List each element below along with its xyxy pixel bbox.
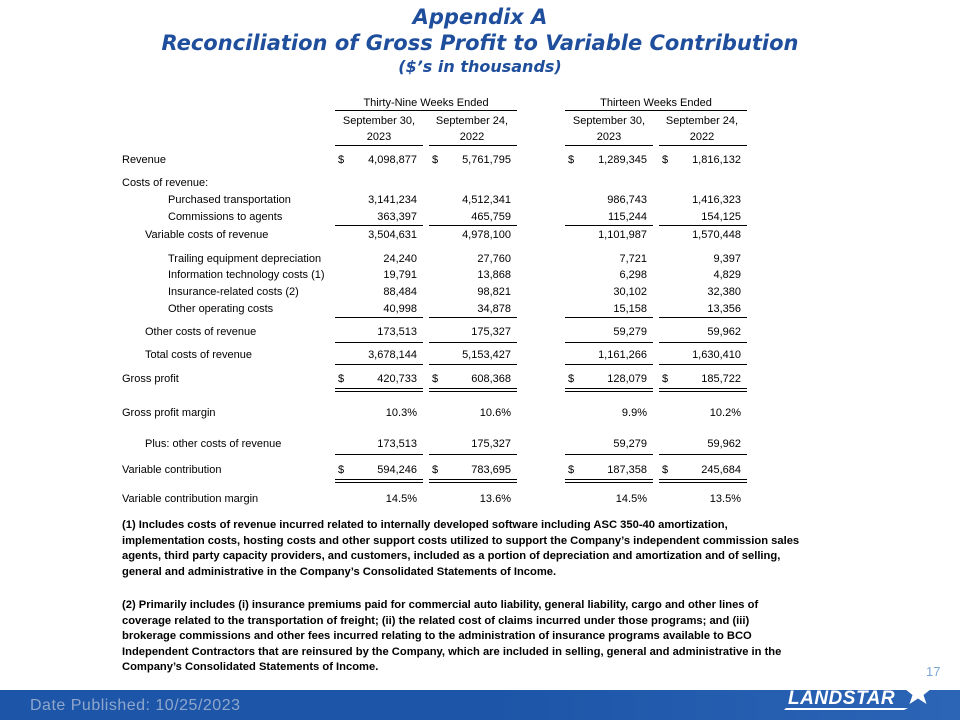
currency-symbol: $ (338, 154, 345, 166)
cell-value: 15,158 (613, 303, 647, 315)
cell-value: 32,380 (707, 286, 741, 298)
cell-value: 986,743 (607, 194, 647, 206)
row-label: Variable contribution (122, 464, 222, 476)
cell-value: 187,358 (607, 464, 647, 476)
cell-value: 1,630,410 (692, 349, 741, 361)
cell-value: 1,161,266 (598, 349, 647, 361)
cell-value: 59,279 (613, 326, 647, 338)
row-label: Information technology costs (1) (168, 269, 325, 281)
row-label: Plus: other costs of revenue (145, 438, 282, 450)
cell-value: 13.6% (479, 493, 511, 505)
header-underline (565, 145, 653, 146)
currency-symbol: $ (568, 373, 575, 385)
col-header-year: 2022 (689, 131, 715, 143)
subtotal-line (659, 342, 747, 343)
cell-value: 3,678,144 (368, 349, 417, 361)
cell-value: 98,821 (477, 286, 511, 298)
page-number: 17 (926, 664, 941, 679)
row-label: Gross profit (122, 373, 179, 385)
cell-value: 465,759 (471, 211, 511, 223)
currency-symbol: $ (432, 464, 439, 476)
cell-value: 34,878 (477, 303, 511, 315)
cell-value: 7,721 (619, 253, 647, 265)
cell-value: 594,246 (377, 464, 417, 476)
cell-value: 173,513 (377, 326, 417, 338)
cell-value: 9.9% (621, 407, 647, 419)
cell-value: 3,141,234 (368, 194, 417, 206)
total-double-line (429, 388, 517, 392)
cell-value: 59,962 (707, 438, 741, 450)
cell-value: 88,484 (383, 286, 417, 298)
currency-symbol: $ (568, 464, 575, 476)
row-label: Other costs of revenue (145, 326, 257, 338)
cell-value: 4,098,877 (368, 154, 417, 166)
row-label: Gross profit margin (122, 407, 216, 419)
cell-value: 363,397 (377, 211, 417, 223)
subtotal-line (659, 454, 747, 455)
subtotal-line (565, 317, 653, 318)
footnote-2: (2) Primarily includes (i) insurance premiums paid for commercial auto liability, general liability, cargo and other lines of coverage related to the transportation of freight; (ii) the related cost of claims incurred under those programs; and (iii) brokerage commissions and other fees incurred relating to the administration of insurance programs available to BCO Independent Contractors that are reinsured by the Company, which are included in selling, general and administrative in the Company’s Consolidated Statements of Income. (122, 599, 782, 673)
col-header-year: 2023 (366, 131, 392, 143)
group-underline (335, 110, 517, 111)
subtotal-line (659, 225, 747, 226)
subtotal-line (335, 342, 423, 343)
subtotal-line (429, 342, 517, 343)
currency-symbol: $ (662, 464, 669, 476)
cell-value: 154,125 (701, 211, 741, 223)
cell-value: 185,722 (701, 373, 741, 385)
group-underline (565, 110, 747, 111)
header-underline (335, 145, 423, 146)
cell-value: 128,079 (607, 373, 647, 385)
group-header-thirteen-weeks: Thirteen Weeks Ended (600, 97, 712, 109)
subtotal-line (565, 342, 653, 343)
cell-value: 40,998 (383, 303, 417, 315)
subtotal-line (335, 364, 423, 365)
star-icon (905, 680, 931, 704)
cell-value: 10.3% (385, 407, 417, 419)
slide-title: Appendix A (412, 5, 548, 29)
row-label: Costs of revenue: (122, 177, 209, 189)
cell-value: 59,279 (613, 438, 647, 450)
cell-value: 13,356 (707, 303, 741, 315)
cell-value: 13.5% (709, 493, 741, 505)
cell-value: 1,289,345 (598, 154, 647, 166)
subtotal-line (335, 454, 423, 455)
cell-value: 14.5% (385, 493, 417, 505)
subtotal-line (659, 364, 747, 365)
total-double-line (335, 479, 423, 483)
cell-value: 5,761,795 (462, 154, 511, 166)
cell-value: 115,244 (608, 211, 647, 223)
cell-value: 783,695 (471, 464, 511, 476)
row-label: Total costs of revenue (145, 349, 253, 361)
row-label: Insurance-related costs (2) (168, 286, 299, 298)
cell-value: 27,760 (477, 253, 511, 265)
total-double-line (565, 479, 653, 483)
cell-value: 4,978,100 (462, 229, 511, 241)
cell-value: 1,570,448 (692, 229, 741, 241)
cell-value: 245,684 (701, 464, 741, 476)
total-double-line (659, 388, 747, 392)
cell-value: 59,962 (707, 326, 741, 338)
cell-value: 10.2% (709, 407, 741, 419)
cell-value: 3,504,631 (368, 229, 417, 241)
cell-value: 608,368 (471, 373, 511, 385)
cell-value: 30,102 (613, 286, 647, 298)
row-label: Other operating costs (168, 303, 274, 315)
subtotal-line (429, 454, 517, 455)
subtotal-line (429, 225, 517, 226)
total-double-line (565, 388, 653, 392)
col-header-date: September 24, (435, 115, 509, 127)
cell-value: 10.6% (479, 407, 511, 419)
cell-value: 6,298 (619, 269, 647, 281)
currency-symbol: $ (338, 373, 345, 385)
col-header-date: September 30, (342, 115, 416, 127)
col-header-year: 2022 (459, 131, 485, 143)
cell-value: 175,327 (471, 438, 511, 450)
row-label: Commissions to agents (168, 211, 283, 223)
row-label: Variable contribution margin (122, 493, 259, 505)
cell-value: 1,101,987 (598, 229, 647, 241)
currency-symbol: $ (568, 154, 575, 166)
cell-value: 5,153,427 (462, 349, 511, 361)
footnote-1: (1) Includes costs of revenue incurred related to internally developed software including ASC 350-40 amortization, implementation costs, hosting costs and other support costs utilized to support the Company’s independent commission sales agents, third party capacity providers, and customers, included as a portion of depreciation and amortization and of selling, general and administrative in the Company’s Consolidated Statements of Income. (122, 519, 800, 578)
col-header-date: September 30, (572, 115, 646, 127)
subtotal-line (565, 225, 653, 226)
subtotal-line (429, 317, 517, 318)
subtotal-line (565, 364, 653, 365)
currency-symbol: $ (432, 373, 439, 385)
date-published: Date Published: 10/25/2023 (30, 697, 241, 714)
col-header-date: September 24, (665, 115, 739, 127)
cell-value: 1,816,132 (692, 154, 741, 166)
subtotal-line (335, 225, 423, 226)
cell-value: 173,513 (377, 438, 417, 450)
logo-wordmark: LANDSTAR (788, 688, 896, 709)
currency-symbol: $ (662, 154, 669, 166)
currency-symbol: $ (338, 464, 345, 476)
cell-value: 420,733 (377, 373, 417, 385)
row-label: Revenue (122, 154, 167, 166)
subtotal-line (429, 364, 517, 365)
group-header-thirty-nine-weeks: Thirty-Nine Weeks Ended (363, 97, 489, 109)
units-note: ($’s in thousands) (398, 57, 562, 76)
cell-value: 19,791 (383, 269, 417, 281)
subtotal-line (565, 454, 653, 455)
landstar-logo (782, 674, 932, 714)
row-label: Purchased transportation (168, 194, 291, 206)
total-double-line (335, 388, 423, 392)
col-header-year: 2023 (596, 131, 622, 143)
header-underline (659, 145, 747, 146)
currency-symbol: $ (432, 154, 439, 166)
cell-value: 175,327 (471, 326, 511, 338)
subtotal-line (335, 317, 423, 318)
row-label: Variable costs of revenue (145, 229, 269, 241)
header-underline (429, 145, 517, 146)
subtotal-line (659, 317, 747, 318)
total-double-line (429, 479, 517, 483)
currency-symbol: $ (662, 373, 669, 385)
total-double-line (659, 479, 747, 483)
cell-value: 14.5% (615, 493, 647, 505)
cell-value: 1,416,323 (692, 194, 741, 206)
slide-subtitle: Reconciliation of Gross Profit to Variable Contribution (161, 31, 799, 55)
cell-value: 13,868 (477, 269, 511, 281)
cell-value: 24,240 (383, 253, 417, 265)
cell-value: 4,829 (713, 269, 741, 281)
cell-value: 9,397 (713, 253, 741, 265)
row-label: Trailing equipment depreciation (168, 253, 322, 265)
cell-value: 4,512,341 (462, 194, 511, 206)
